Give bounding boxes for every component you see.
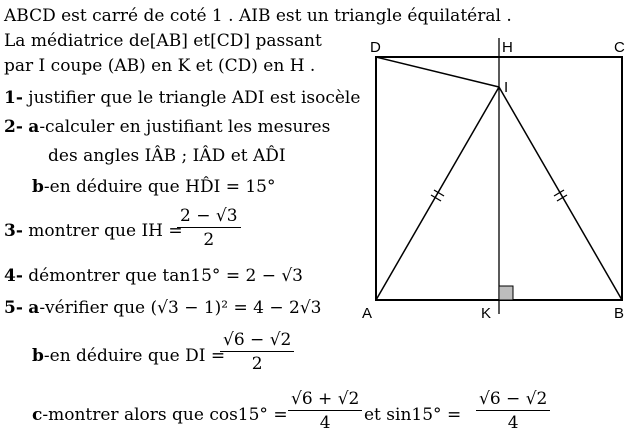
question-5b-text: -en déduire que DI = — [43, 346, 226, 366]
question-3-fraction-numerator: 2 − √3 — [180, 206, 238, 226]
segment-bi — [499, 87, 622, 300]
label-c: C — [614, 39, 625, 56]
question-5c-sin-numerator: √6 − √2 — [479, 389, 548, 409]
segment-ai — [376, 87, 499, 300]
question-3-fraction-denominator: 2 — [203, 230, 215, 250]
question-2-number: 2- — [4, 117, 23, 137]
question-5b-letter: b — [32, 346, 44, 366]
label-d: D — [370, 39, 381, 56]
question-5c-text: -montrer alors que cos15° = — [42, 405, 288, 425]
question-5b-fraction-numerator: √6 − √2 — [223, 330, 292, 350]
question-5c-letter: c — [32, 405, 43, 425]
question-5b-fraction-denominator: 2 — [251, 354, 263, 374]
question-3-text: montrer que IH = — [22, 221, 183, 241]
question-4-text: démontrer que tan15° = 2 − √3 — [22, 266, 304, 286]
segment-cd: [CD] — [210, 31, 251, 51]
right-angle-marker — [499, 286, 513, 300]
question-2a-letter: a — [28, 117, 40, 137]
question-3-number: 3- — [4, 221, 23, 241]
statement-line-3: par I coupe (AB) en K et (CD) en H . — [4, 56, 316, 76]
segment-di — [376, 57, 499, 87]
question-2a-line-2: des angles IÂB ; IÂD et AD̂I — [48, 146, 286, 166]
segment-ab: [AB] — [149, 31, 188, 51]
label-b: B — [614, 305, 625, 322]
label-a: A — [362, 305, 373, 322]
tick-mark-bi — [554, 190, 567, 201]
label-h: H — [502, 39, 513, 56]
label-k: K — [481, 305, 492, 322]
statement-line-2a: La médiatrice de — [4, 31, 150, 51]
question-2a-text: -calculer en justifiant les mesures — [39, 117, 331, 137]
question-5a-text: -vérifier que (√3 − 1)² = 4 − 2√3 — [39, 298, 322, 318]
question-4-number: 4- — [4, 266, 23, 286]
question-1-text: justifier que le triangle ADI est isocèle — [22, 88, 361, 108]
question-5c-cos-numerator: √6 + √2 — [291, 389, 360, 409]
question-5a-letter: a — [28, 298, 40, 318]
label-i: I — [504, 79, 509, 96]
question-2b-text: -en déduire que HD̂I = 15° — [43, 177, 276, 197]
tick-mark-ai — [431, 190, 444, 201]
question-1-number: 1- — [4, 88, 23, 108]
statement-line-2b: et — [187, 31, 211, 51]
question-5c-and: et sin15° = — [364, 405, 462, 425]
question-5-number: 5- — [4, 298, 23, 318]
statement-line-2c: passant — [250, 31, 322, 51]
question-5c-cos-denominator: 4 — [319, 413, 331, 433]
statement-line-1: ABCD est carré de coté 1 . AIB est un triangle équilatéral . — [4, 6, 512, 26]
question-5c-sin-denominator: 4 — [507, 413, 519, 433]
question-2b-letter: b — [32, 177, 44, 197]
